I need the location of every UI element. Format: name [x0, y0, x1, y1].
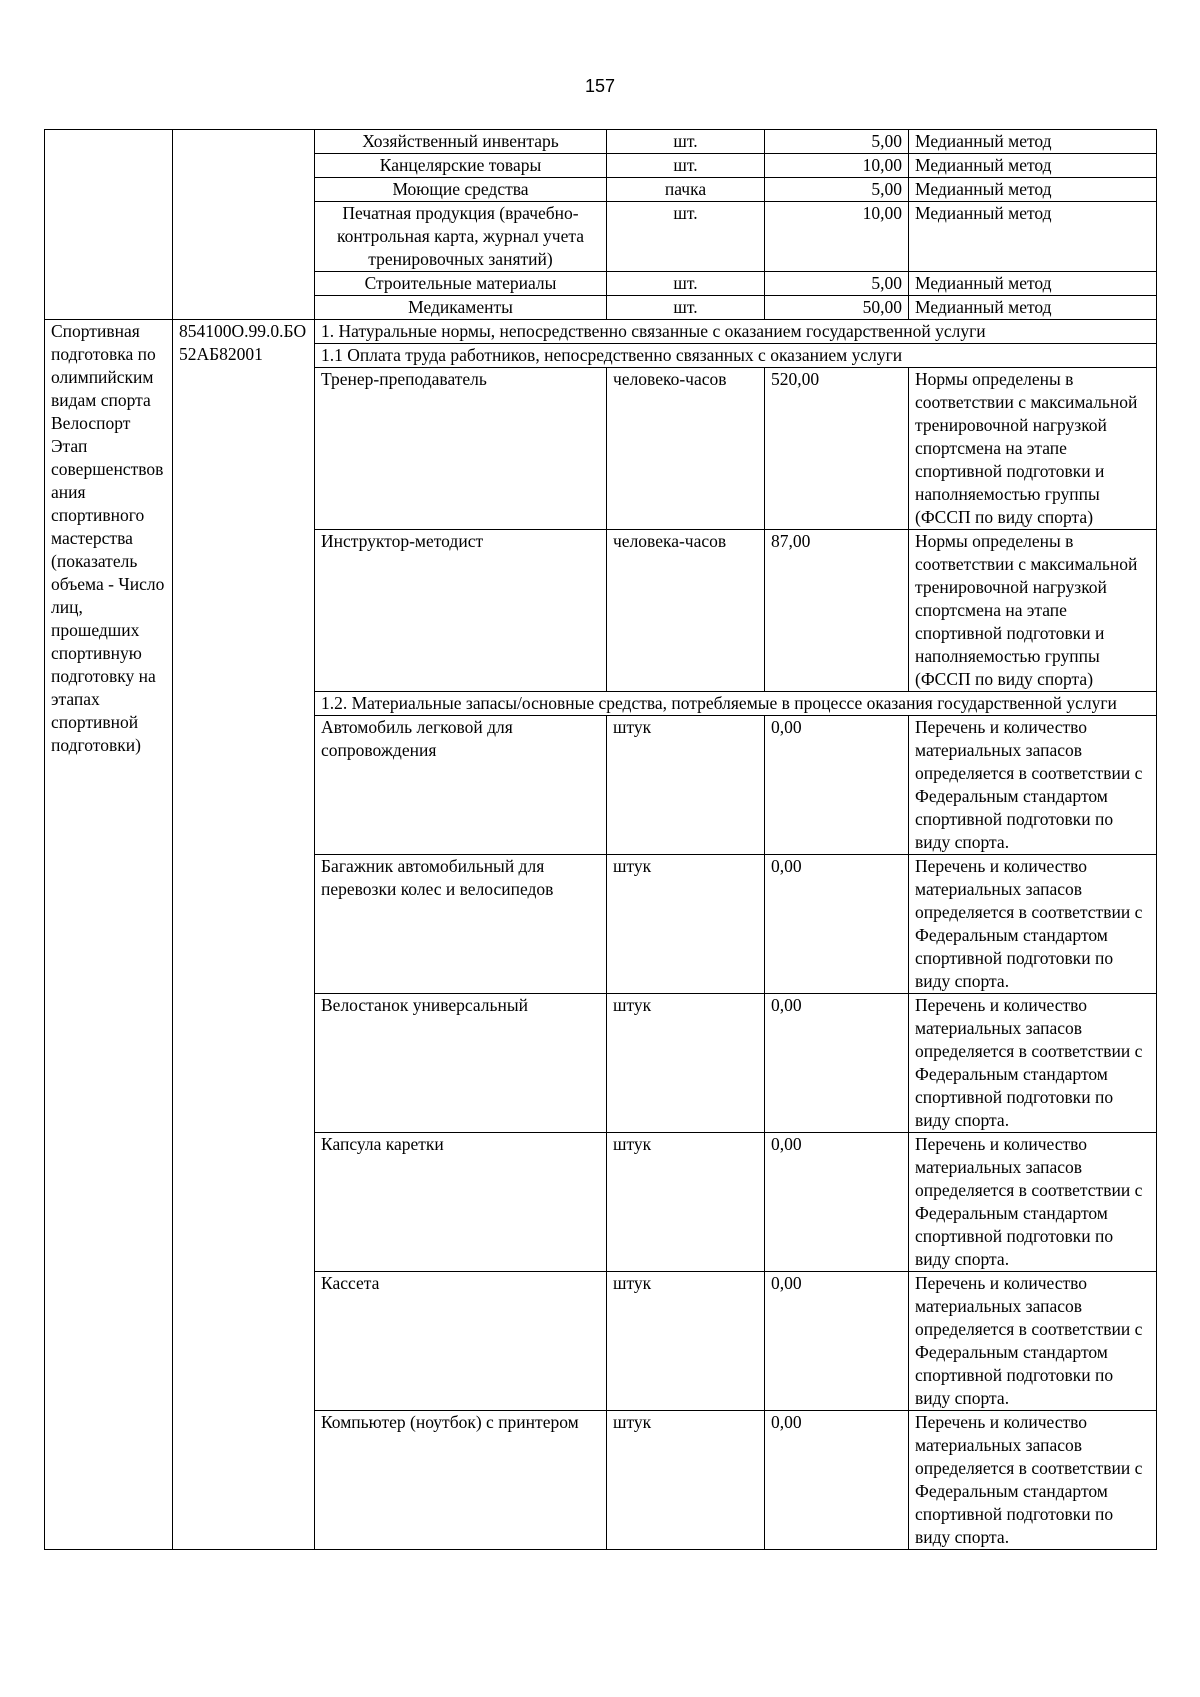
item-unit: шт. — [607, 202, 765, 272]
item-method: Медианный метод — [909, 154, 1157, 178]
norms-table — [44, 129, 1157, 1550]
material-value: 0,00 — [765, 1133, 909, 1272]
section-row — [45, 320, 1157, 344]
material-value: 0,00 — [765, 994, 909, 1133]
empty-code-cell — [173, 130, 315, 320]
material-value: 0,00 — [765, 1411, 909, 1550]
service-code: 854100О.99.0.БО52АБ82001 — [173, 320, 315, 1550]
item-method: Медианный метод — [909, 296, 1157, 320]
labor-note: Нормы определены в соответствии с максимальной тренировочной нагрузкой спортсмена на этапе спортивной подготовки и наполняемостью группы (ФССП по виду спорта) — [909, 530, 1157, 692]
item-value: 10,00 — [765, 202, 909, 272]
material-unit: штук — [607, 1272, 765, 1411]
item-name: Канцелярские товары — [315, 154, 607, 178]
material-note: Перечень и количество материальных запасов определяется в соответствии с Федеральным стандартом спортивной подготовки по виду спорта. — [909, 1272, 1157, 1411]
item-unit: шт. — [607, 154, 765, 178]
material-unit: штук — [607, 1411, 765, 1550]
material-name: Велостанок универсальный — [315, 994, 607, 1133]
page-number: 157 — [584, 76, 616, 96]
labor-value: 520,00 — [765, 368, 909, 530]
item-name: Печатная продукция (врачебно-контрольная карта, журнал учета тренировочных занятий) — [315, 202, 607, 272]
item-value: 50,00 — [765, 296, 909, 320]
item-name: Хозяйственный инвентарь — [315, 130, 607, 154]
continuation-row — [45, 130, 1157, 154]
labor-unit: человеко-часов — [607, 368, 765, 530]
item-method: Медианный метод — [909, 130, 1157, 154]
material-unit: штук — [607, 1133, 765, 1272]
material-value: 0,00 — [765, 1272, 909, 1411]
material-name: Капсула каретки — [315, 1133, 607, 1272]
material-note: Перечень и количество материальных запасов определяется в соответствии с Федеральным стандартом спортивной подготовки по виду спорта. — [909, 1133, 1157, 1272]
material-name: Кассета — [315, 1272, 607, 1411]
empty-service-cell — [45, 130, 173, 320]
labor-value: 87,00 — [765, 530, 909, 692]
item-method: Медианный метод — [909, 178, 1157, 202]
material-name: Компьютер (ноутбок) с принтером — [315, 1411, 607, 1550]
material-name: Автомобиль легковой для сопровождения — [315, 716, 607, 855]
section-1-1-heading: 1.1 Оплата труда работников, непосредственно связанных с оказанием услуги — [315, 344, 1157, 368]
labor-note: Нормы определены в соответствии с максимальной тренировочной нагрузкой спортсмена на этапе спортивной подготовки и наполняемостью группы (ФССП по виду спорта) — [909, 368, 1157, 530]
item-method: Медианный метод — [909, 272, 1157, 296]
item-unit: пачка — [607, 178, 765, 202]
material-note: Перечень и количество материальных запасов определяется в соответствии с Федеральным стандартом спортивной подготовки по виду спорта. — [909, 716, 1157, 855]
item-value: 10,00 — [765, 154, 909, 178]
material-name: Багажник автомобильный для перевозки колес и велосипедов — [315, 855, 607, 994]
material-unit: штук — [607, 855, 765, 994]
labor-name: Тренер-преподаватель — [315, 368, 607, 530]
material-note: Перечень и количество материальных запасов определяется в соответствии с Федеральным стандартом спортивной подготовки по виду спорта. — [909, 1411, 1157, 1550]
item-value: 5,00 — [765, 178, 909, 202]
material-value: 0,00 — [765, 716, 909, 855]
material-note: Перечень и количество материальных запасов определяется в соответствии с Федеральным стандартом спортивной подготовки по виду спорта. — [909, 855, 1157, 994]
item-unit: шт. — [607, 296, 765, 320]
item-name: Моющие средства — [315, 178, 607, 202]
item-name: Строительные материалы — [315, 272, 607, 296]
service-name: Спортивная подготовка по олимпийским видам спорта Велоспорт Этап совершенствования спортивного мастерства (показатель объема - Число лиц, прошедших спортивную подготовку на этапах спортивной подготовки) — [45, 320, 173, 1550]
material-value: 0,00 — [765, 855, 909, 994]
section-1-2-heading: 1.2. Материальные запасы/основные средства, потребляемые в процессе оказания государственной услуги — [315, 692, 1157, 716]
item-value: 5,00 — [765, 272, 909, 296]
item-name: Медикаменты — [315, 296, 607, 320]
material-note: Перечень и количество материальных запасов определяется в соответствии с Федеральным стандартом спортивной подготовки по виду спорта. — [909, 994, 1157, 1133]
item-unit: шт. — [607, 130, 765, 154]
material-unit: штук — [607, 716, 765, 855]
item-unit: шт. — [607, 272, 765, 296]
material-unit: штук — [607, 994, 765, 1133]
item-value: 5,00 — [765, 130, 909, 154]
section-1-heading: 1. Натуральные нормы, непосредственно связанные с оказанием государственной услуги — [315, 320, 1157, 344]
labor-unit: человека-часов — [607, 530, 765, 692]
labor-name: Инструктор-методист — [315, 530, 607, 692]
item-method: Медианный метод — [909, 202, 1157, 272]
